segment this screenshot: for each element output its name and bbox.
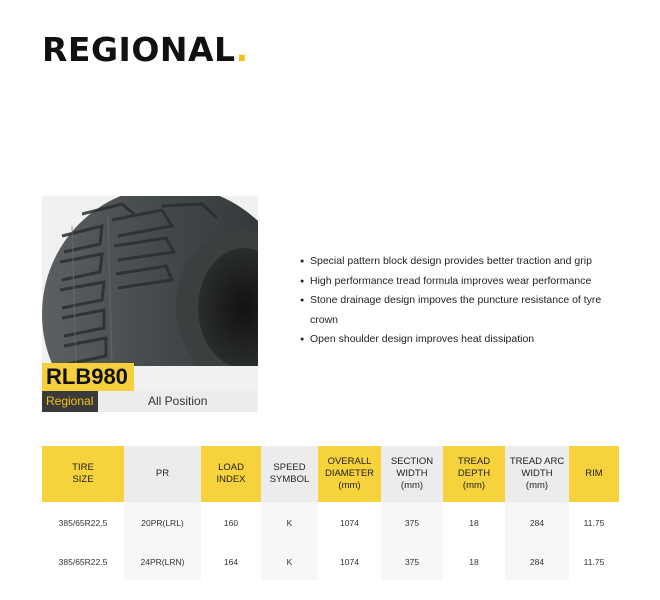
header-tread-depth: TREAD DEPTH (mm): [443, 446, 505, 502]
header-overall-diameter: OVERALL DIAMETER (mm): [318, 446, 381, 502]
product-card: [42, 196, 258, 412]
cell-load-index: 164: [201, 544, 261, 580]
cell-rim: 11.75: [569, 502, 619, 544]
truck-tire-image: [42, 196, 258, 366]
header-pr: PR: [124, 446, 201, 502]
cell-tread-depth: 18: [443, 502, 505, 544]
header-speed-symbol: SPEED SYMBOL: [261, 446, 318, 502]
cell-tread-depth: 18: [443, 544, 505, 580]
cell-tire-size: 385/65R22.5: [42, 544, 124, 580]
cell-speed-symbol: K: [261, 544, 318, 580]
spec-table: [42, 446, 619, 580]
feature-item: ● Stone drainage design impoves the puncture resistance of tyre crown: [300, 291, 630, 330]
header-section-width: SECTION WIDTH (mm): [381, 446, 443, 502]
cell-pr: 24PR(LRN): [124, 544, 201, 580]
cell-overall-diameter: 1074: [318, 502, 381, 544]
spec-header-row: [42, 446, 619, 502]
cell-section-width: 375: [381, 502, 443, 544]
feature-item: ● High performance tread formula improves wear performance: [300, 272, 630, 292]
tag-bar: [42, 391, 258, 412]
model-badge: RLB980: [42, 363, 134, 391]
header-tread-arc-width: TREAD ARC WIDTH (mm): [505, 446, 569, 502]
table-row: [42, 502, 619, 544]
cell-pr: 20PR(LRL): [124, 502, 201, 544]
cell-rim: 11.75: [569, 544, 619, 580]
category-tag: Regional: [42, 391, 98, 412]
cell-section-width: 375: [381, 544, 443, 580]
feature-list: [300, 252, 630, 350]
feature-item: ● Special pattern block design provides better traction and grip: [300, 252, 630, 272]
cell-tire-size: 385/65R22.5: [42, 502, 124, 544]
cell-overall-diameter: 1074: [318, 544, 381, 580]
header-tire-size: TIRE SIZE: [42, 446, 124, 502]
table-row: [42, 544, 619, 580]
cell-tread-arc-width: 284: [505, 544, 569, 580]
heading-dot: .: [235, 30, 249, 69]
header-rim: RIM: [569, 446, 619, 502]
cell-load-index: 160: [201, 502, 261, 544]
header-load-index: LOAD INDEX: [201, 446, 261, 502]
cell-tread-arc-width: 284: [505, 502, 569, 544]
cell-speed-symbol: K: [261, 502, 318, 544]
feature-item: ● Open shoulder design improves heat dissipation: [300, 330, 630, 350]
category-heading: REGIONAL.: [42, 30, 249, 69]
position-tag: All Position: [148, 394, 208, 408]
